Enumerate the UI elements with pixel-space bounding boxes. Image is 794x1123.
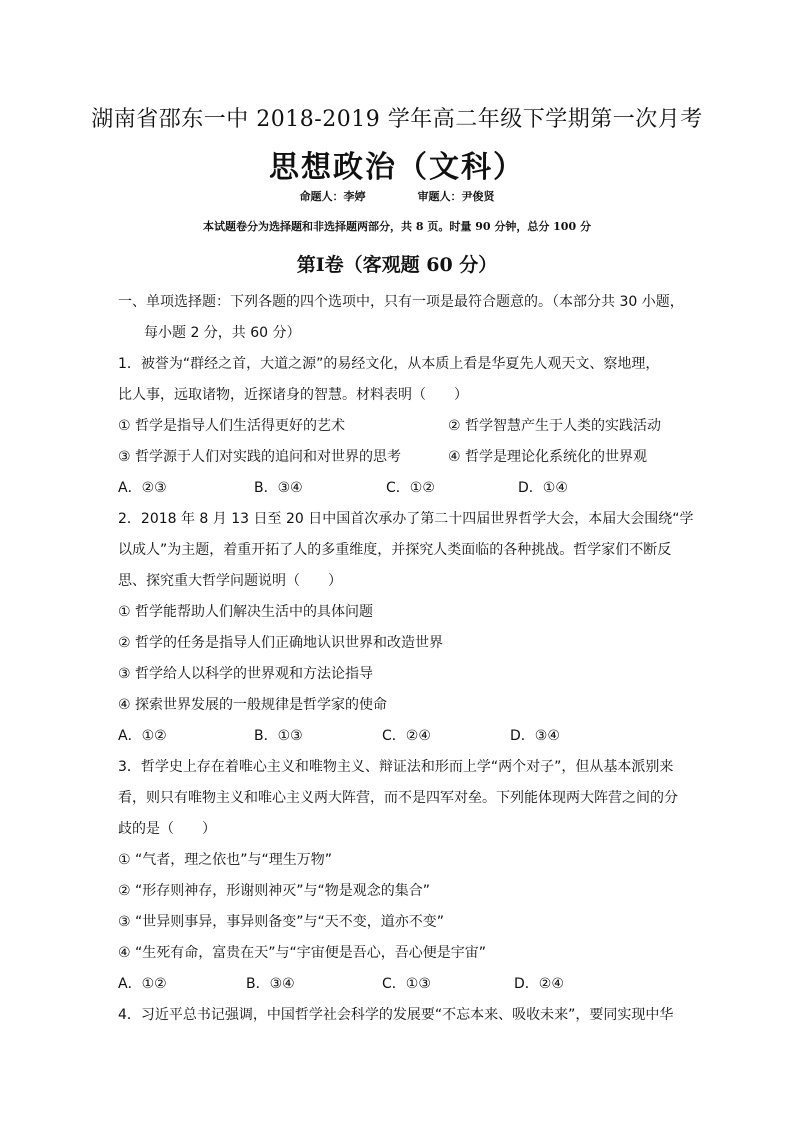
subject-title: 思想政治（文科）	[269, 150, 525, 185]
q3-choice-a: A．①②	[118, 976, 167, 992]
q2-stem-cont: 以成人”为主题，着重开拓了人的多重维度，并探究人类面临的各种挑战。哲学家们不断反	[118, 542, 672, 558]
q2-option-2: ② 哲学的任务是指导人们正确地认识世界和改造世界	[118, 635, 443, 651]
setter-label: 命题人：李婷	[299, 190, 366, 203]
q3-option-3: ③ “世异则事异，事异则备变”与“天不变，道亦不变”	[118, 914, 445, 930]
q1-stem-cont: 比人事，远取诸物，近探诸身的智慧。材料表明（ ）	[118, 387, 468, 403]
authors-line	[0, 188, 794, 204]
q2-choice-a: A．①②	[118, 728, 167, 744]
q3-option-1: ① “气者，理之依也”与“理生万物”	[118, 852, 333, 868]
q1-choices	[118, 473, 680, 504]
reviewer-label: 审题人：尹俊贤	[417, 190, 495, 203]
q1-choice-c: C．①②	[386, 480, 435, 496]
q2-choice-c: C．②④	[382, 728, 431, 744]
q1-option-3: ③ 哲学源于人们对实践的追问和对世界的思考	[118, 449, 401, 465]
section-instruction: 一、单项选择题：下列各题的四个选项中，只有一项是最符合题意的。（本部分共 30 小题，	[118, 294, 684, 310]
q1-option-1: ① 哲学是指导人们生活得更好的艺术	[118, 418, 346, 434]
q1-choice-b: B．③④	[254, 480, 303, 496]
q1-options-row1	[118, 411, 680, 442]
exam-body	[118, 287, 694, 1031]
q1-options-row2	[118, 442, 680, 473]
q3-choices	[118, 969, 680, 1000]
volume-title: 第Ⅰ卷（客观题 60 分）	[296, 254, 498, 276]
q3-choice-c: C．①③	[382, 976, 431, 992]
q2-choice-d: D．③④	[510, 728, 560, 744]
q2-option-4: ④ 探索世界发展的一般规律是哲学家的使命	[118, 697, 387, 713]
q2-option-1: ① 哲学能帮助人们解决生活中的具体问题	[118, 604, 373, 620]
q1-option-4: ④ 哲学是理论化系统化的世界观	[448, 449, 648, 465]
exam-header-title: 湖南省邵东一中 2018-2019 学年高二年级下学期第一次月考	[91, 107, 703, 132]
q1-choice-a: A．②③	[118, 480, 167, 496]
section-instruction-cont: 每小题 2 分，共 60 分）	[144, 325, 301, 341]
q3-option-2: ② “形存则神存，形谢则神灭”与“物是观念的集合”	[118, 883, 431, 899]
q3-stem-cont: 看，则只有唯物主义和唯心主义两大阵营，而不是四军对垒。下列能体现两大阵营之间的分	[118, 790, 678, 806]
q2-stem-cont2: 思、探究重大哲学问题说明（ ）	[118, 573, 342, 589]
q1-option-2: ② 哲学智慧产生于人类的实践活动	[448, 418, 662, 434]
q3-choice-b: B．③④	[246, 976, 295, 992]
q3-choice-d: D．②④	[514, 976, 564, 992]
q2-choice-b: B．①③	[254, 728, 303, 744]
q1-stem: 1．被誉为“群经之首，大道之源”的易经文化，从本质上看是华夏先人观天文、察地理，	[118, 356, 660, 372]
q3-stem-cont2: 歧的是（ ）	[118, 821, 216, 837]
exam-info: 本试题卷分为选择题和非选择题两部分，共 8 页。时量 90 分钟，总分 100 分	[203, 220, 591, 233]
q3-stem: 3．哲学史上存在着唯心主义和唯物主义、辩证法和形而上学“两个对子”，但从基本派别来	[118, 759, 674, 775]
q2-choices	[118, 721, 680, 752]
q4-stem: 4．习近平总书记强调，中国哲学社会科学的发展要“不忘本来、吸收未来”，要同实现中华	[118, 1007, 674, 1023]
q3-option-4: ④ “生死有命，富贵在天”与“宇宙便是吾心，吾心便是宇宙”	[118, 945, 487, 961]
q2-option-3: ③ 哲学给人以科学的世界观和方法论指导	[118, 666, 373, 682]
q2-stem: 2．2018 年 8 月 13 日至 20 日中国首次承办了第二十四届世界哲学大会，本届大会围绕“学	[118, 511, 694, 527]
q1-choice-d: D．①④	[518, 480, 568, 496]
